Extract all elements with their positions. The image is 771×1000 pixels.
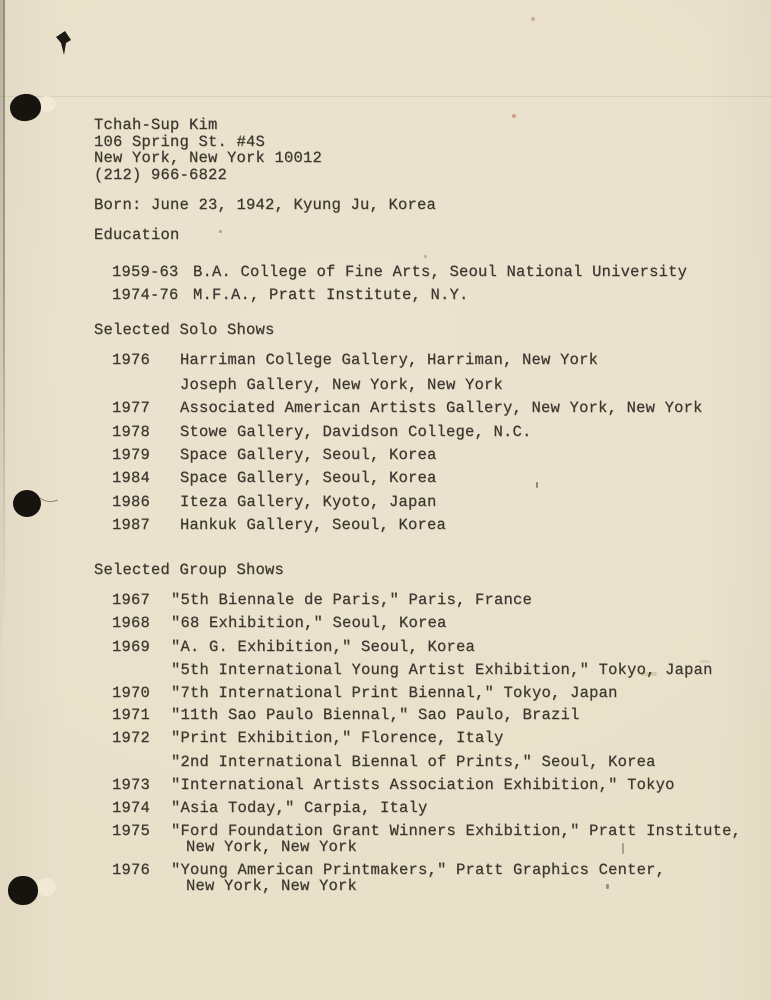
row-year: 1975	[112, 822, 151, 840]
section-title-education: Education	[94, 226, 180, 244]
row-text: Space Gallery, Seoul, Korea	[180, 469, 437, 487]
hole-punch-bottom	[8, 876, 38, 905]
paper-edge-line	[3, 0, 5, 620]
row-year: 1984	[112, 469, 151, 487]
row-year: 1959-63	[112, 263, 179, 281]
row-year: 1968	[112, 614, 151, 632]
row-text: "Asia Today," Carpia, Italy	[171, 799, 428, 817]
row-year: 1973	[112, 776, 151, 794]
row-year: 1977	[112, 399, 151, 417]
section-title-group-shows: Selected Group Shows	[94, 561, 285, 579]
ink-mark-arrow	[56, 31, 74, 56]
hole-punch-torn-paper	[36, 878, 56, 896]
row-text: "11th Sao Paulo Biennal," Sao Paulo, Brazil	[171, 706, 580, 724]
row-year: 1967	[112, 591, 151, 609]
row-year: 1987	[112, 516, 151, 534]
row-text-continuation: New York, New York	[186, 877, 358, 895]
row-text: B.A. College of Fine Arts, Seoul National University	[193, 263, 688, 281]
paper-speck	[606, 884, 609, 889]
paper-speck	[219, 230, 222, 233]
born-line: Born: June 23, 1942, Kyung Ju, Korea	[94, 196, 437, 214]
person-name: Tchah-Sup Kim	[94, 116, 218, 134]
row-text: "Print Exhibition," Florence, Italy	[171, 729, 504, 747]
paper-speck	[424, 255, 427, 258]
paper-crease	[0, 96, 771, 97]
row-year: 1971	[112, 706, 151, 724]
row-text: "2nd International Biennal of Prints," Seoul, Korea	[171, 753, 656, 771]
paper-speck	[531, 17, 535, 21]
row-text: M.F.A., Pratt Institute, N.Y.	[193, 286, 469, 304]
row-year: 1986	[112, 493, 151, 511]
row-year: 1976	[112, 351, 151, 369]
phone-number: (212) 966-6822	[94, 166, 228, 184]
paper-speck	[622, 843, 624, 854]
row-year: 1974-76	[112, 286, 179, 304]
hole-punch-hair-mark	[40, 494, 60, 506]
row-year: 1969	[112, 638, 151, 656]
row-year: 1970	[112, 684, 151, 702]
paper-speck	[536, 482, 538, 488]
row-year: 1972	[112, 729, 151, 747]
row-text: "68 Exhibition," Seoul, Korea	[171, 614, 447, 632]
row-text: "Young American Printmakers," Pratt Graphics Center,	[171, 861, 666, 879]
row-text: Stowe Gallery, Davidson College, N.C.	[180, 423, 532, 441]
row-year: 1976	[112, 861, 151, 879]
row-year: 1978	[112, 423, 151, 441]
row-text: "Ford Foundation Grant Winners Exhibition," Pratt Institute,	[171, 822, 742, 840]
row-text: Hankuk Gallery, Seoul, Korea	[180, 516, 447, 534]
section-title-solo-shows: Selected Solo Shows	[94, 321, 275, 339]
row-text: "5th Biennale de Paris," Paris, France	[171, 591, 533, 609]
row-text: Iteza Gallery, Kyoto, Japan	[180, 493, 437, 511]
address-street: 106 Spring St. #4S	[94, 133, 266, 151]
row-text: "International Artists Association Exhibition," Tokyo	[171, 776, 675, 794]
row-text: "5th International Young Artist Exhibition," Tokyo, Japan	[171, 661, 713, 679]
row-text: Associated American Artists Gallery, New York, New York	[180, 399, 703, 417]
hole-punch-middle	[13, 490, 41, 517]
row-text: "A. G. Exhibition," Seoul, Korea	[171, 638, 476, 656]
row-text-continuation: New York, New York	[186, 838, 358, 856]
address-city: New York, New York 10012	[94, 149, 323, 167]
row-year: 1979	[112, 446, 151, 464]
row-year: 1974	[112, 799, 151, 817]
row-text: Harriman College Gallery, Harriman, New York	[180, 351, 599, 369]
paper-speck	[512, 114, 516, 118]
row-text: Joseph Gallery, New York, New York	[180, 376, 504, 394]
row-text: Space Gallery, Seoul, Korea	[180, 446, 437, 464]
row-text: "7th International Print Biennal," Tokyo, Japan	[171, 684, 618, 702]
